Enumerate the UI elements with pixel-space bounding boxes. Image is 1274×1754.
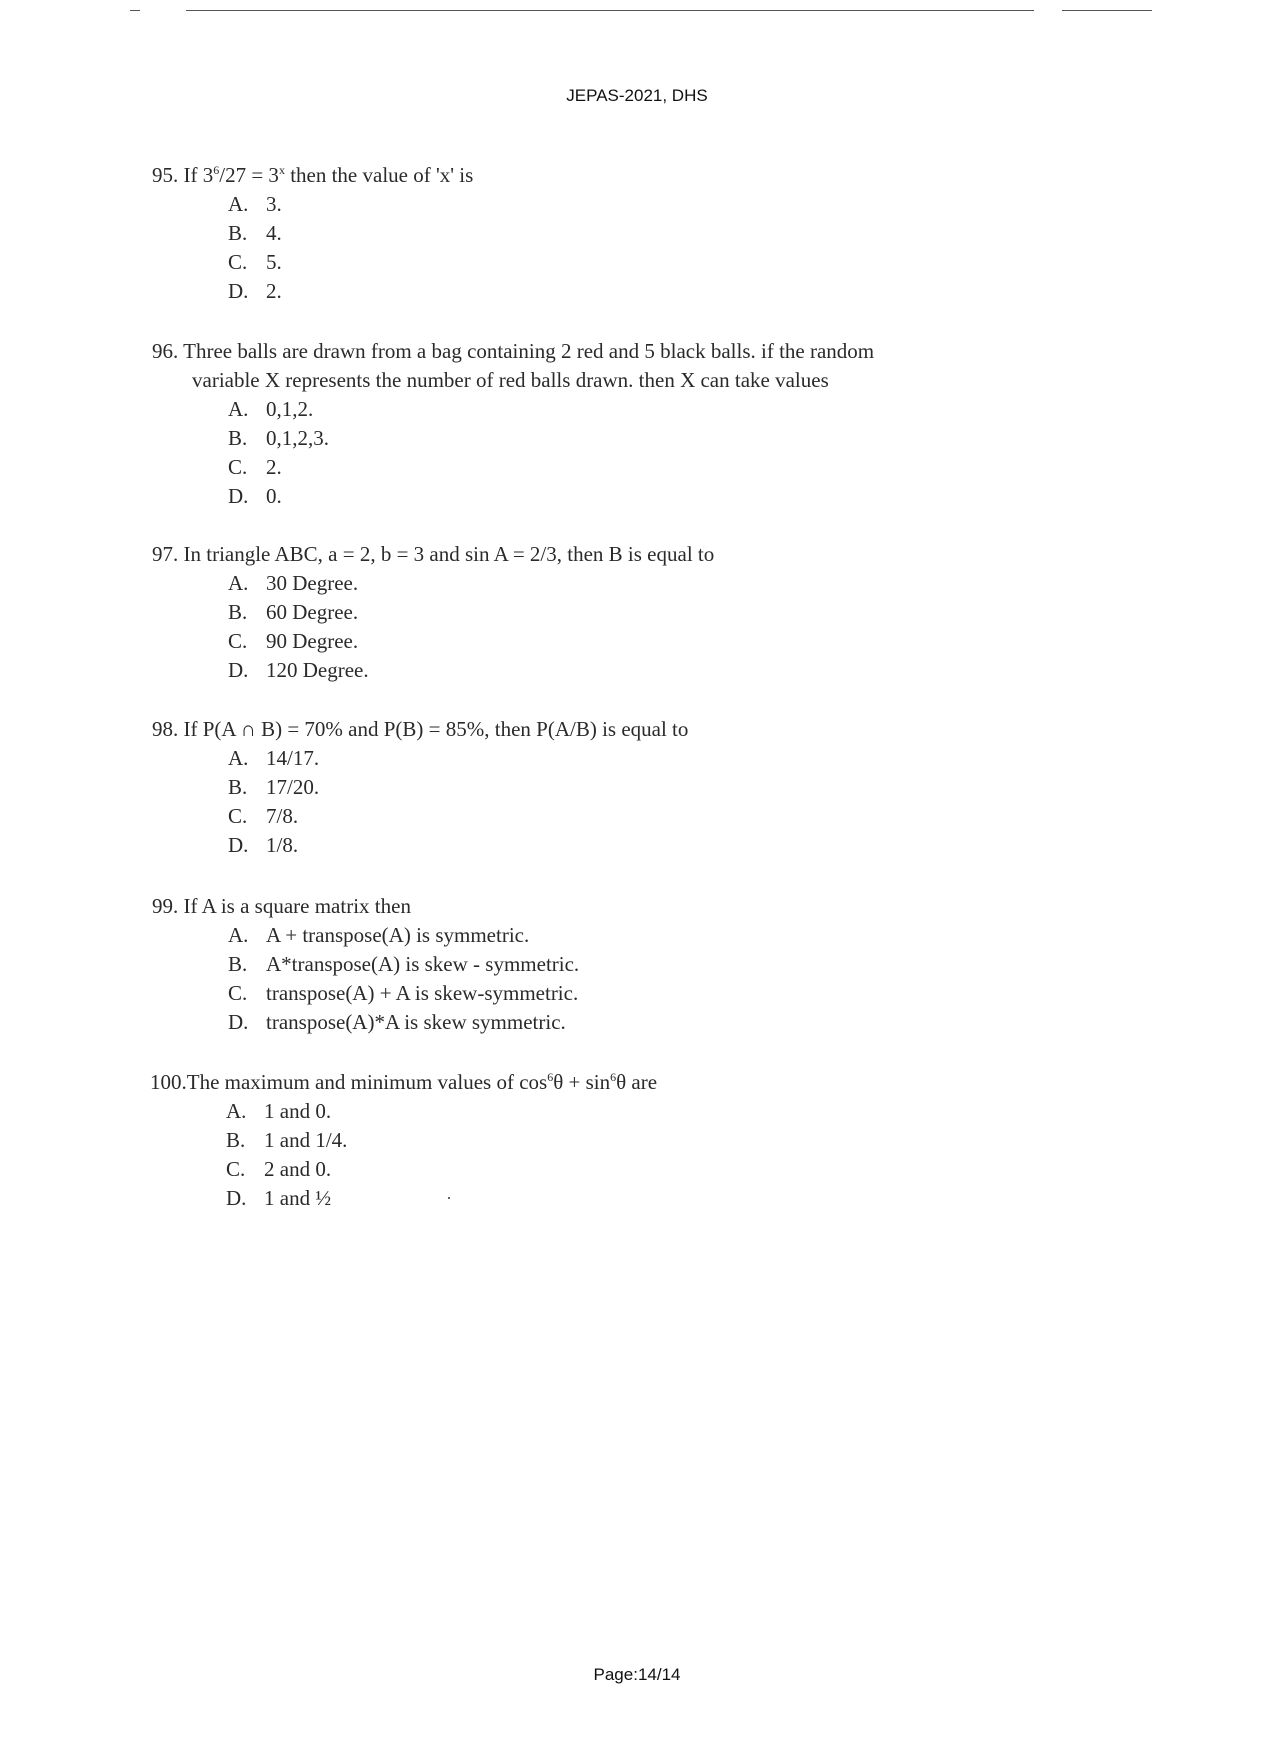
question-number: 100. (150, 1070, 187, 1094)
question-99 (152, 892, 1072, 1037)
option-c[interactable] (152, 248, 1072, 277)
option-letter: B. (228, 775, 248, 799)
option-c[interactable] (152, 979, 1072, 1008)
option-text: 17/20. (266, 775, 320, 799)
option-c[interactable] (152, 802, 1072, 831)
option-letter: B. (228, 221, 248, 245)
stem-text-continued: variable X represents the number of red balls drawn. then X can take values (192, 368, 829, 392)
option-text: 14/17. (266, 746, 320, 770)
page-header: JEPAS-2021, DHS (566, 86, 708, 105)
option-text: 60 Degree. (266, 600, 359, 624)
option-d[interactable] (152, 1008, 1072, 1037)
option-letter: C. (228, 455, 248, 479)
scan-top-rule-main (186, 10, 1034, 11)
option-d[interactable] (150, 1184, 1070, 1213)
stem-text: The maximum and minimum values of cos (186, 1070, 548, 1094)
question-number: 98. (152, 717, 179, 741)
option-b[interactable] (150, 1126, 1070, 1155)
stem-text: If A is a square matrix then (183, 894, 411, 918)
option-b[interactable] (152, 424, 1072, 453)
option-letter: C. (228, 981, 248, 1005)
option-letter: C. (226, 1157, 246, 1181)
option-letter: D. (228, 658, 249, 682)
option-letter: B. (226, 1128, 246, 1152)
question-stem (152, 161, 1072, 190)
option-letter: A. (228, 746, 249, 770)
option-text: 1/8. (266, 833, 299, 857)
exponent: 6 (610, 1070, 617, 1084)
option-letter: D. (228, 1010, 249, 1034)
option-letter: C. (228, 804, 248, 828)
option-a[interactable] (150, 1097, 1070, 1126)
option-text: 2 and 0. (264, 1157, 332, 1181)
option-a[interactable] (152, 744, 1072, 773)
exponent: x (278, 163, 285, 177)
option-c[interactable] (152, 453, 1072, 482)
option-letter: C. (228, 629, 248, 653)
stem-text: If 3 (183, 163, 214, 187)
question-number: 96. (152, 339, 179, 363)
option-text: 30 Degree. (266, 571, 359, 595)
question-98 (152, 715, 1072, 860)
option-letter: D. (228, 279, 249, 303)
scan-top-rule-left (130, 10, 140, 11)
stem-text: /27 = 3 (219, 163, 279, 187)
option-c[interactable] (152, 627, 1072, 656)
option-a[interactable] (152, 921, 1072, 950)
question-stem (152, 892, 1072, 921)
option-letter: A. (228, 397, 249, 421)
options-list (152, 744, 1072, 860)
question-stem (152, 540, 1072, 569)
option-text: A + transpose(A) is symmetric. (266, 923, 530, 947)
scan-top-rule-right (1062, 10, 1152, 11)
option-text: 3. (266, 192, 282, 216)
option-text: 1 and ½ (264, 1186, 332, 1210)
option-d[interactable] (152, 277, 1072, 306)
question-number: 99. (152, 894, 179, 918)
option-b[interactable] (152, 219, 1072, 248)
options-list (152, 921, 1072, 1037)
question-stem (152, 715, 1072, 744)
option-a[interactable] (152, 395, 1072, 424)
option-text: 2. (266, 279, 282, 303)
stem-text: If P(A ∩ B) = 70% and P(B) = 85%, then P(A/B) is equal to (183, 717, 689, 741)
option-letter: C. (228, 250, 248, 274)
option-letter: D. (226, 1186, 247, 1210)
option-d[interactable] (152, 656, 1072, 685)
option-letter: B. (228, 600, 248, 624)
option-text: 0,1,2,3. (266, 426, 329, 450)
option-text: 120 Degree. (266, 658, 369, 682)
question-96 (152, 337, 1072, 511)
option-text: 0,1,2. (266, 397, 314, 421)
question-97 (152, 540, 1072, 685)
option-letter: A. (228, 923, 249, 947)
options-list (152, 569, 1072, 685)
option-d[interactable] (152, 831, 1072, 860)
stem-text: θ + sin (553, 1070, 611, 1094)
option-letter: A. (228, 571, 249, 595)
option-letter: D. (228, 484, 249, 508)
option-d[interactable] (152, 482, 1072, 511)
option-text: 0. (266, 484, 282, 508)
option-letter: A. (226, 1099, 247, 1123)
option-a[interactable] (152, 190, 1072, 219)
stem-text: In triangle ABC, a = 2, b = 3 and sin A = 2/3, then B is equal to (183, 542, 715, 566)
exponent: 6 (213, 163, 220, 177)
question-stem (152, 337, 1072, 395)
options-list (152, 190, 1072, 306)
question-95 (152, 161, 1072, 306)
option-text: A*transpose(A) is skew - symmetric. (266, 952, 580, 976)
stem-text: θ are (616, 1070, 658, 1094)
option-b[interactable] (152, 598, 1072, 627)
option-text: 5. (266, 250, 282, 274)
option-letter: A. (228, 192, 249, 216)
option-b[interactable] (152, 773, 1072, 802)
option-text: 90 Degree. (266, 629, 359, 653)
question-stem (150, 1068, 1070, 1097)
question-number: 97. (152, 542, 179, 566)
page-number: Page:14/14 (593, 1665, 681, 1684)
option-text: 4. (266, 221, 282, 245)
scan-speck (448, 1197, 450, 1199)
option-text: 1 and 0. (264, 1099, 332, 1123)
options-list (152, 395, 1072, 511)
option-letter: B. (228, 426, 248, 450)
option-b[interactable] (152, 950, 1072, 979)
exponent: 6 (547, 1070, 554, 1084)
question-number: 95. (152, 163, 179, 187)
option-text: transpose(A) + A is skew-symmetric. (266, 981, 579, 1005)
stem-text: then the value of 'x' is (284, 163, 474, 187)
question-100 (150, 1068, 1070, 1213)
option-c[interactable] (150, 1155, 1070, 1184)
stem-text: Three balls are drawn from a bag containing 2 red and 5 black balls. if the random (183, 339, 875, 363)
option-letter: B. (228, 952, 248, 976)
option-text: 7/8. (266, 804, 299, 828)
option-text: transpose(A)*A is skew symmetric. (266, 1010, 566, 1034)
option-letter: D. (228, 833, 249, 857)
option-text: 1 and 1/4. (264, 1128, 348, 1152)
options-list (150, 1097, 1070, 1213)
option-a[interactable] (152, 569, 1072, 598)
option-text: 2. (266, 455, 282, 479)
